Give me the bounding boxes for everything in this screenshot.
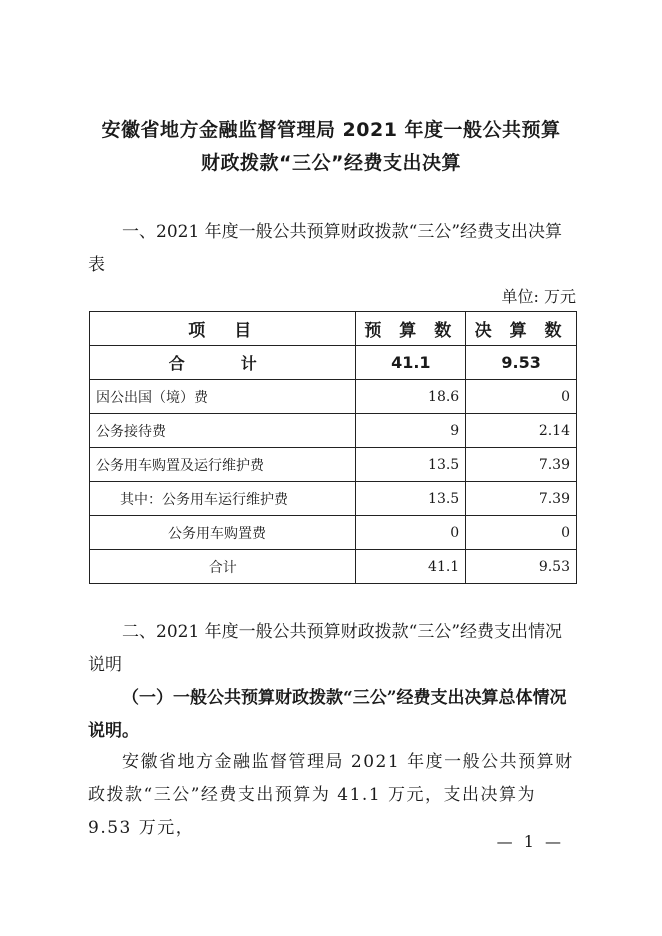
row-budget: 13.5 (356, 482, 466, 516)
row-budget: 41.1 (356, 550, 466, 584)
row-budget: 0 (356, 516, 466, 550)
total-label: 合 计 (90, 346, 356, 380)
row-actual: 0 (466, 516, 577, 550)
header-budget: 预 算 数 (356, 312, 466, 346)
section2-subheading-text: （一）一般公共预算财政拨款“三公”经费支出决算总体情况说明。 (88, 688, 567, 741)
three-public-expenses-table (89, 311, 577, 584)
section2-heading-text: 二、2021 年度一般公共预算财政拨款“三公”经费支出情况说明 (88, 622, 563, 675)
table-row (90, 516, 577, 550)
section1-heading-text: 一、2021 年度一般公共预算财政拨款“三公”经费支出决算表 (88, 222, 563, 275)
section2-body-text: 安徽省地方金融监督管理局 2021 年度一般公共预算财政拨款“三公”经费支出预算为 41.1 万元，支出决算为 9.53 万元， (88, 752, 574, 838)
row-label: 其中：公务用车运行维护费 (90, 482, 356, 516)
row-actual: 7.39 (466, 448, 577, 482)
table-total-row (90, 346, 577, 380)
page-number: — 1 — (496, 832, 564, 851)
table-header-row (90, 312, 577, 346)
row-actual: 0 (466, 380, 577, 414)
header-item: 项 目 (90, 312, 356, 346)
row-budget: 18.6 (356, 380, 466, 414)
section2-heading (88, 616, 578, 682)
row-label: 因公出国（境）费 (90, 380, 356, 414)
unit-label: 单位: 万元 (501, 287, 576, 306)
total-actual: 9.53 (466, 346, 577, 380)
row-actual: 7.39 (466, 482, 577, 516)
row-label: 合计 (90, 550, 356, 584)
table-row (90, 448, 577, 482)
document-title-line2: 财政拨款“三公”经费支出决算 (201, 152, 461, 174)
row-label: 公务用车购置及运行维护费 (90, 448, 356, 482)
table-row (90, 550, 577, 584)
section2-subheading (88, 682, 578, 748)
table-row (90, 380, 577, 414)
row-actual: 9.53 (466, 550, 577, 584)
header-actual: 决 算 数 (466, 312, 577, 346)
total-budget: 41.1 (356, 346, 466, 380)
row-budget: 9 (356, 414, 466, 448)
row-actual: 2.14 (466, 414, 577, 448)
row-budget: 13.5 (356, 448, 466, 482)
row-label: 公务用车购置费 (90, 516, 356, 550)
table-row (90, 414, 577, 448)
section1-heading (88, 216, 578, 282)
section2-body-paragraph (88, 746, 578, 845)
document-title-line1: 安徽省地方金融监督管理局 2021 年度一般公共预算 (101, 119, 561, 141)
row-label: 公务接待费 (90, 414, 356, 448)
table-row (90, 482, 577, 516)
